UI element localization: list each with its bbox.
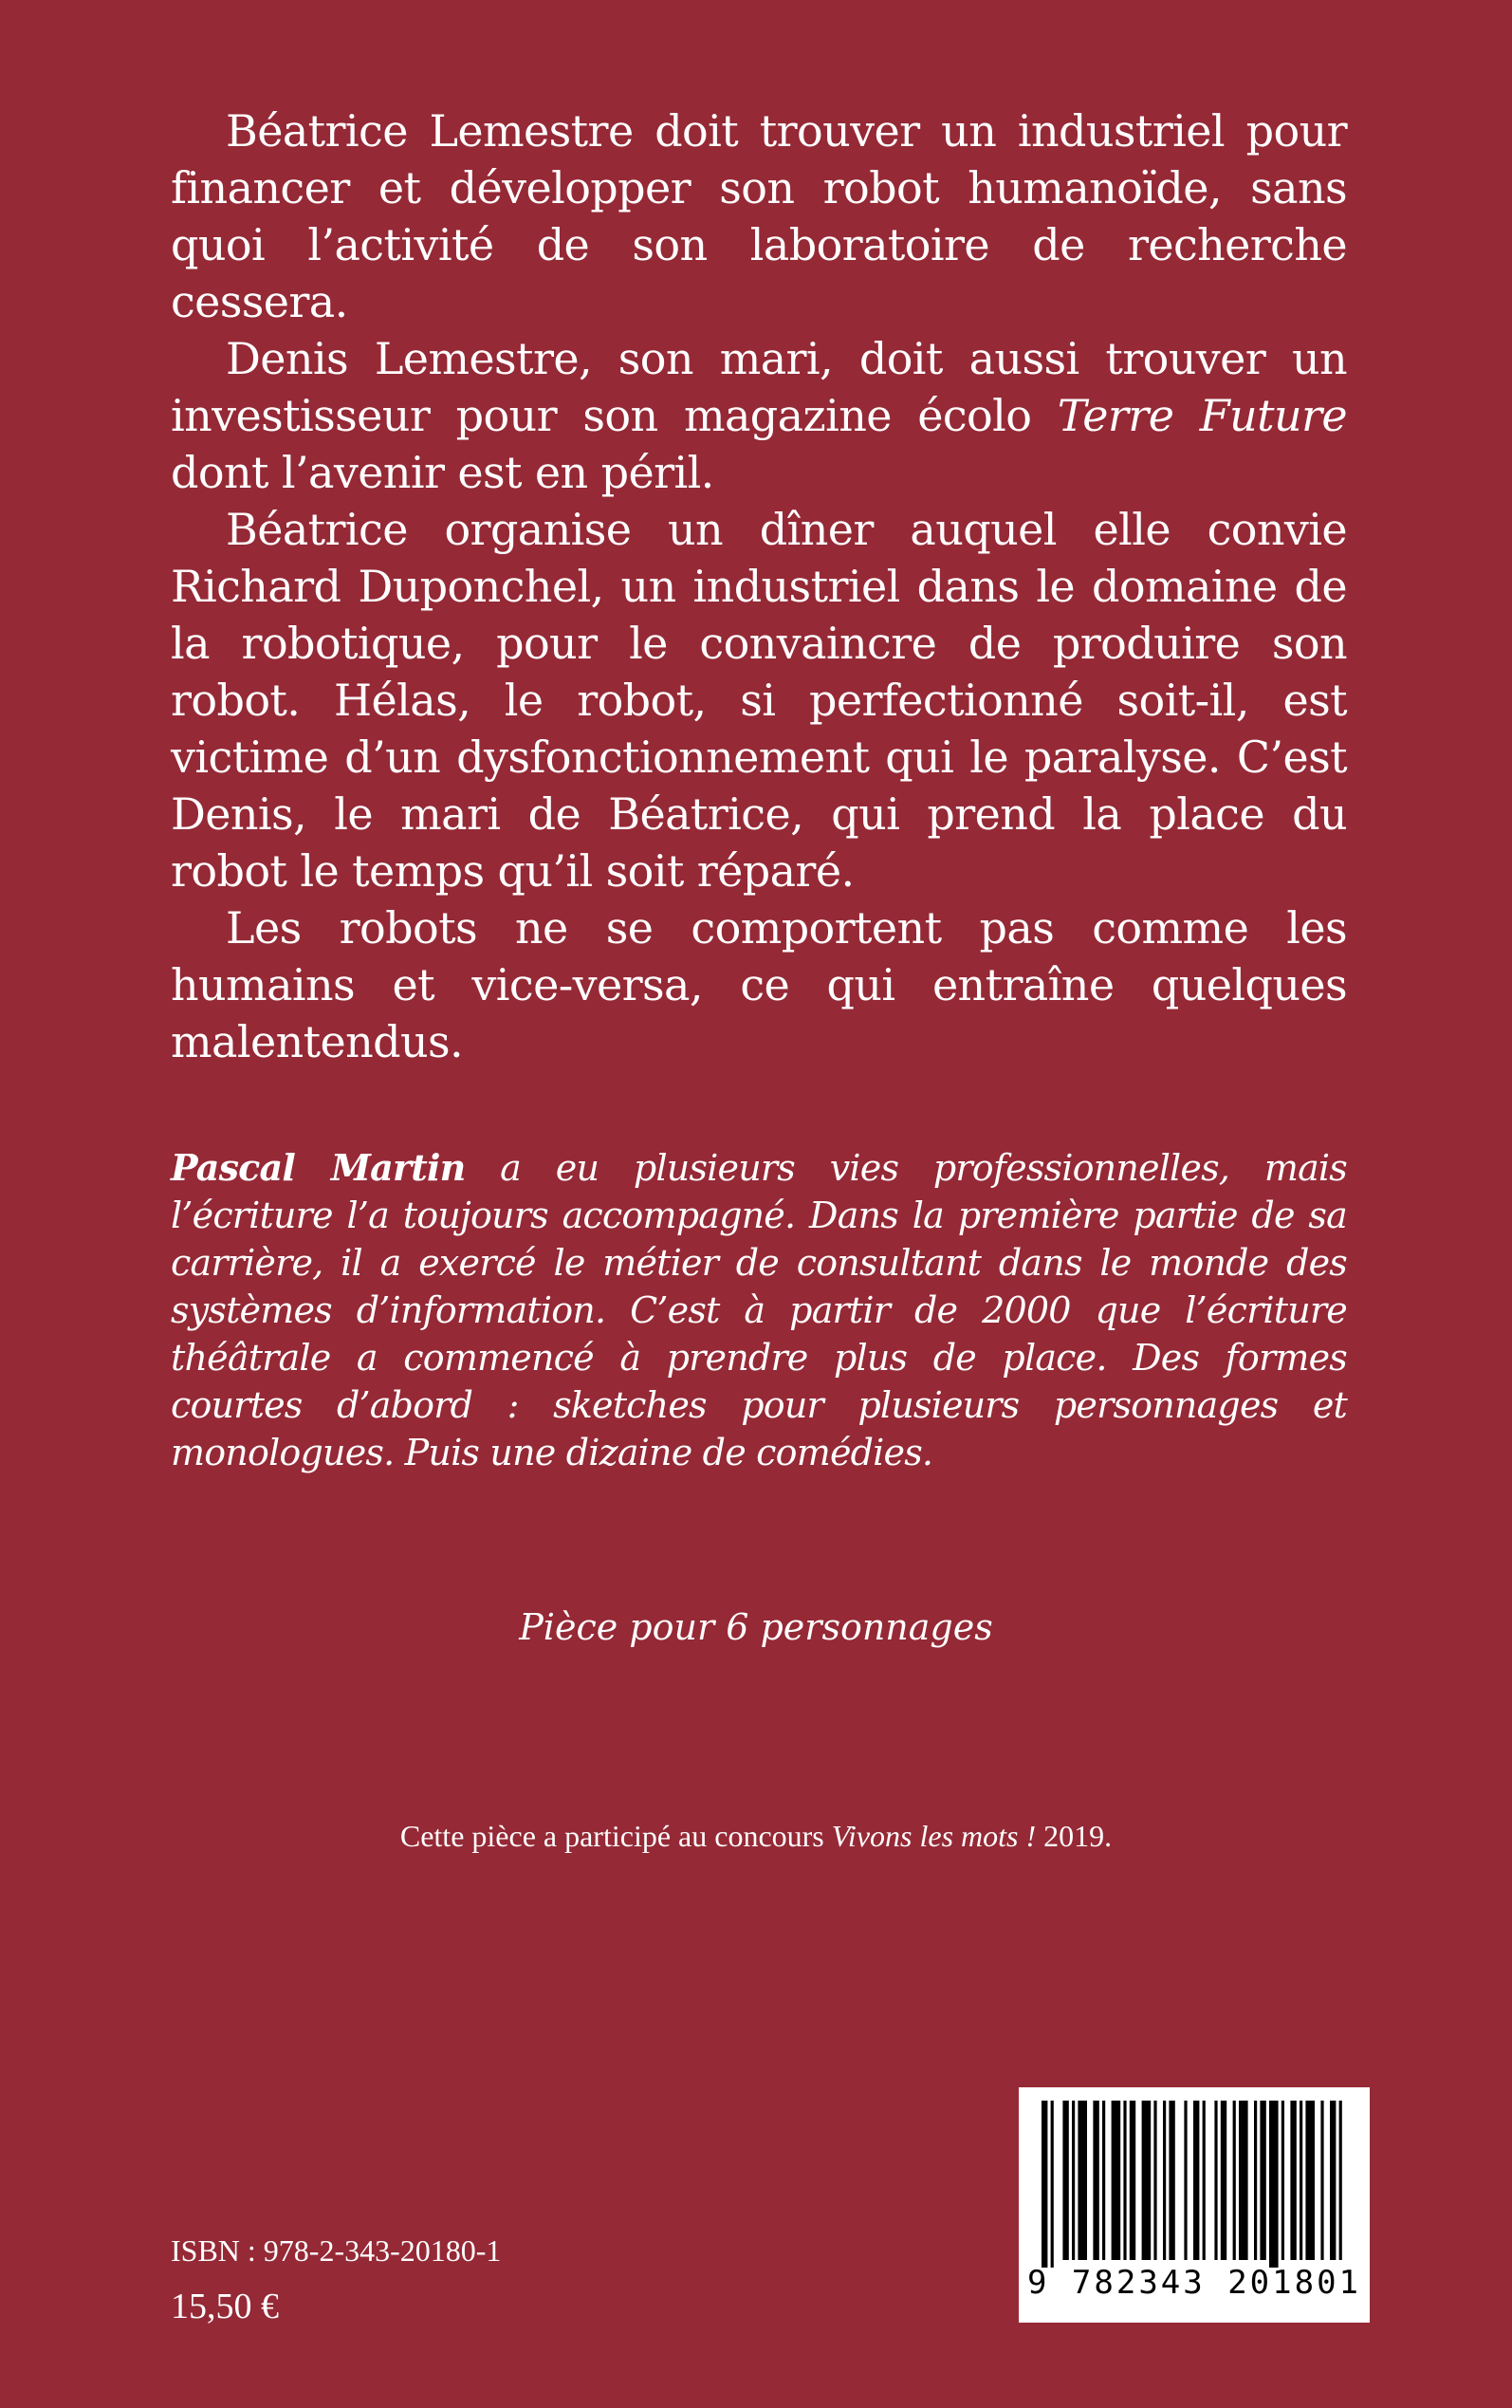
contest-name: Vivons les mots ! — [831, 1819, 1037, 1853]
barcode — [1019, 2087, 1370, 2323]
barcode-bar — [1153, 2101, 1156, 2260]
barcode-bar — [1051, 2101, 1054, 2268]
barcode-bar — [1072, 2101, 1075, 2260]
cast-size-note: Pièce pour 6 personnages — [519, 1606, 993, 1648]
author-bio-text: a eu plusieurs vies professionnelles, mais l’écriture l’a toujours accompagné. Dans la première partie de sa carrière, il a exercé le métier de consultant dans le monde des systèmes d’information. C’est à partir de 2000 que l’écriture théâtrale a commencé à prendre plus de place. Des formes courtes d’abord : sketches pour plusieurs personnages et monologues. Puis une dizaine de comédies. — [171, 1147, 1347, 1473]
price-label: 15,50 € — [171, 2287, 279, 2326]
contest-note — [0, 1817, 1512, 1855]
barcode-bar — [1078, 2101, 1087, 2260]
summary-paragraph-1: Béatrice Lemestre doit trouver un industriel pour financer et développer son robot humanoïde, sans quoi l’activité de son laboratoire de recherche cessera. — [171, 105, 1347, 327]
barcode-bar — [1169, 2101, 1174, 2260]
author-bio — [171, 1144, 1347, 1476]
barcode-bar — [1130, 2101, 1135, 2260]
barcode-bar — [1142, 2101, 1152, 2260]
barcode-bar — [1112, 2101, 1121, 2260]
barcode-bar — [1123, 2101, 1126, 2260]
contest-note-end: 2019. — [1036, 1819, 1113, 1853]
summary-paragraph-2 — [171, 330, 1347, 501]
summary-p2-end: dont l’avenir est en péril. — [171, 447, 714, 498]
barcode-bar — [1300, 2101, 1302, 2260]
barcode-bar — [1239, 2101, 1248, 2260]
barcode-bar — [1269, 2101, 1279, 2268]
summary-p2-start: Denis Lemestre, son mari, doit aussi trouver un investisseur pour son magazine écolo — [171, 333, 1347, 441]
barcode-bar — [1260, 2101, 1265, 2260]
barcode-bar — [1339, 2101, 1342, 2260]
barcode-bars-icon — [1019, 2087, 1370, 2268]
barcode-bar — [1282, 2101, 1284, 2260]
barcode-bar — [1163, 2101, 1166, 2260]
barcode-bar — [1221, 2101, 1226, 2260]
barcode-bar — [1214, 2101, 1217, 2260]
back-cover-summary — [171, 102, 1347, 1070]
barcode-bar — [1062, 2101, 1068, 2260]
barcode-bar — [1102, 2101, 1105, 2260]
summary-paragraph-4: Les robots ne se comportent pas comme les humains et vice-versa, ce qui entraîne quelques malentendus. — [171, 902, 1347, 1067]
barcode-bar — [1305, 2101, 1315, 2260]
barcode-bar — [1320, 2101, 1323, 2260]
summary-paragraph-3: Béatrice organise un dîner auquel elle convie Richard Duponchel, un industriel dans le domaine de la robotique, pour le convaincre de produire son robot. Hélas, le robot, si perfectionné soit-il, est victime d’un dysfonctionnement qui le paralyse. C’est Denis, le mari de Béatrice, qui prend la place du robot le temps qu’il soit réparé. — [171, 504, 1347, 897]
barcode-bar — [1042, 2101, 1047, 2268]
contest-note-start: Cette pièce a participé au concours — [399, 1819, 832, 1853]
barcode-bar — [1233, 2101, 1236, 2260]
barcode-bar — [1184, 2101, 1187, 2260]
author-name: Pascal Martin — [171, 1146, 466, 1189]
barcode-bar — [1290, 2101, 1296, 2260]
magazine-title: Terre Future — [1057, 390, 1347, 441]
barcode-bar — [1330, 2101, 1336, 2260]
barcode-bar — [1203, 2101, 1206, 2260]
isbn-label: ISBN : 978-2-343-20180-1 — [171, 2233, 502, 2268]
barcode-bar — [1093, 2101, 1098, 2260]
barcode-bar — [1254, 2101, 1257, 2260]
barcode-bar — [1193, 2101, 1199, 2260]
barcode-digits: 9 782343 201801 — [1026, 2264, 1362, 2302]
